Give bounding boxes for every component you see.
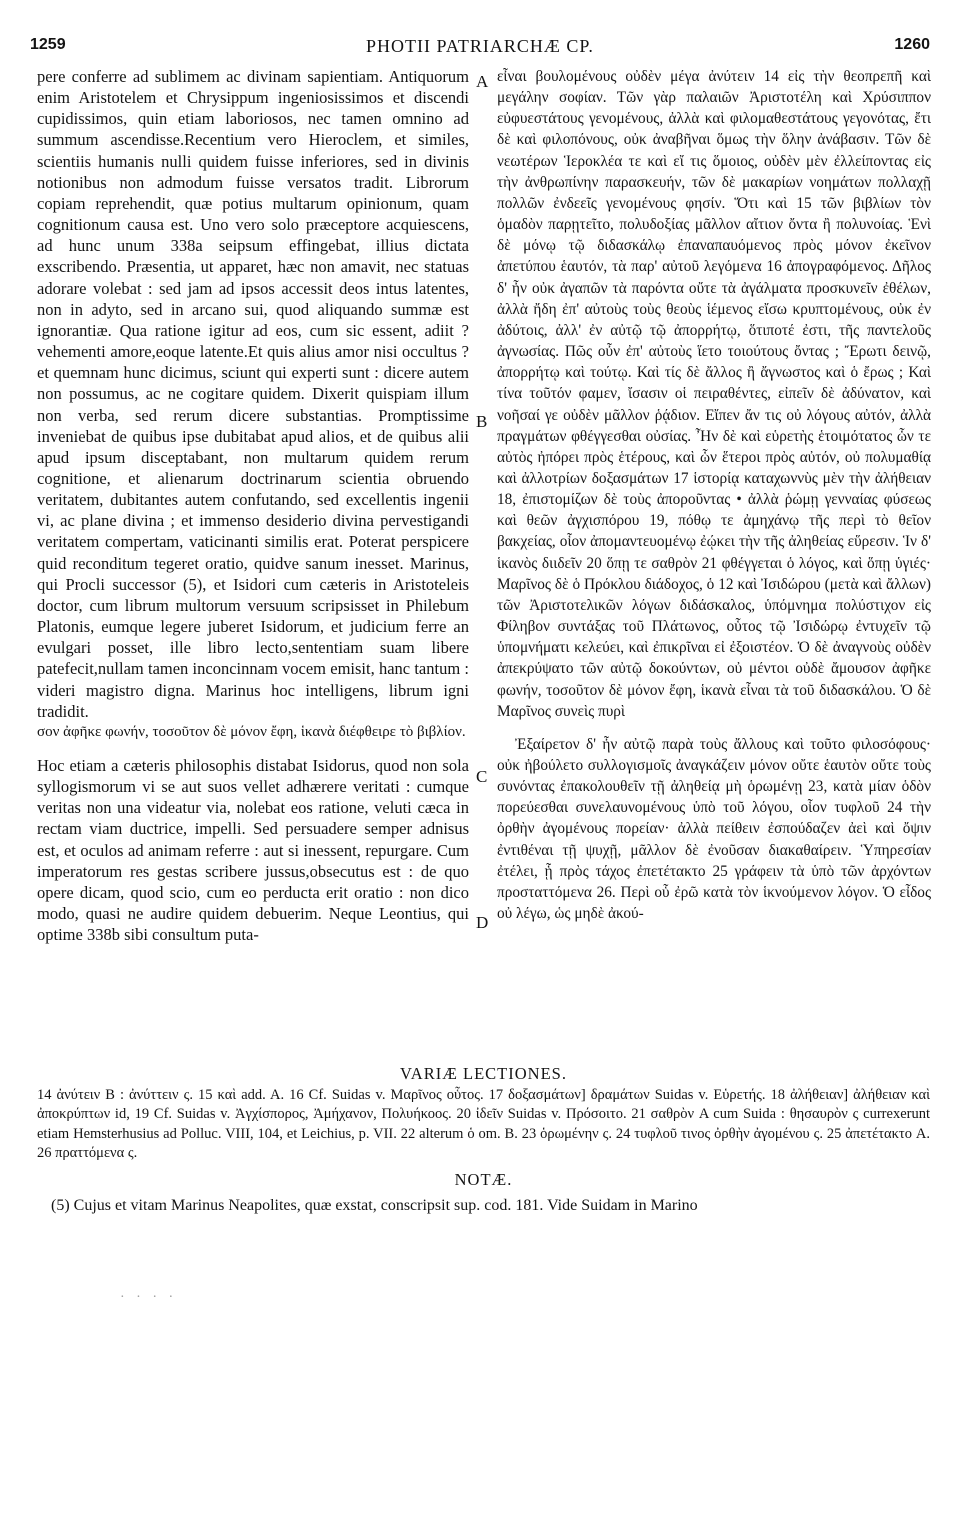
notae-heading: NOTÆ. bbox=[454, 1169, 513, 1189]
latin-paragraph-1: pere conferre ad sublimem ac divinam sapientiam. Antiquorum enim Aristotelem et Chrysippum ingeniosissimos et discendi cupidissimos, quin etiam laboriosos, nec tamen omnino ad summum ascendisse.Recentium vero Hieroclem, et similes, scientiis humanis nulli quidem fuisse inferiores, sed in divinis notionibus non admodum fuisse versatos tradit. Librorum copiam reprehendit, quæ potius multarum opinionum, quam cognitionum causa est. Uno vero solo præceptore acquiescens, ad hunc unum 338a seipsum effingebat, illius dictata exscribendo. Præsentia, ut apparet, hæc non amavit, nec statuas adorare volebat : sed jam ad ipsos accessit deos intus latentes, non in adyto, sed in arcano sui, quod aliquando summæ est ignorantiæ. Qua ratione igitur ad eos, cum sic essent, adiit ? vehementi amore,eoque latente.Et quis alius amor nisi occultus ? et quemnam hunc dicimus, sciunt qui experti sunt : dicere autem non possumus, ac ne cogitare quidem. Dixerit quispiam illum non verba, sed rerum dicere substantias. Promptissime inveniebat de quibus ipse dubitabat apud alios, et de quibus alii apud ipsum disceptabant, non multarum quidem rerum cognitione, et alienarum doctrinarum scientia obruendo veritatem, dubitantes autem confutando, sed excellentis ingenii vi, ac plane divina ; et immenso desiderio divina pervestigandi veritatem compertam, vaticinanti similis erat. Poterat perspicere quid reconditum tegeret oratio, quidve sanum inesset. Marinus, qui Procli successor (5), et Isidori cum cæteris in Aristoteleis doctor, cum librum multorum versuum scripsisset in Philebum Platonis, eumque legere juberet Isidorum, et judicium ferre an evulgari posset, ille libro lecto,sententiam suam libere patefecit,nullam tamen inconcinnam vocem emisit, hanc tantum : videri magistro digna. Marinus hoc intelligens, librum igni tradidit. bbox=[37, 67, 469, 721]
margin-marker-c: C bbox=[476, 767, 488, 786]
running-header bbox=[30, 36, 930, 62]
apparatus bbox=[37, 1062, 930, 1216]
scan-smudge: · · · · bbox=[120, 1290, 178, 1305]
variae-heading: VARIÆ LECTIONES. bbox=[400, 1064, 567, 1083]
margin-marker-a: A bbox=[476, 72, 489, 91]
margin-marker-b: B bbox=[476, 412, 488, 431]
greek-overflow-line: σον ἀφῆκε φωνήν, τοσοῦτον δὲ μόνον ἔφη, ἱκανὰ διέφθειρε τὸ βιβλίον. bbox=[37, 723, 466, 740]
greek-paragraph-1: εἶναι βουλομένους οὐδὲν μέγα ἀνύτειν 14 εἰς τὴν θεοπρεπῆ καὶ μεγάλην σοφίαν. Τῶν γὰρ παλαιῶν Ἀριστοτέλη καὶ Χρύσιππον εὐφυεστάτους γενομένους, ἀλλὰ καὶ φιλομαθεστάτους γεγονότας, ἔτι δὲ καὶ φιλοπόνους, οὐκ ἀναβῆναι ὅμως τὴν ὅλην ἀνάβασιν. Τῶν δὲ νεωτέρων Ἱεροκλέα τε καὶ εἴ τις ὅμοιος, οὐδὲν μὲν ἐλλείποντας εἰς τὴν ἀνθρωπίνην παρασκευήν, τῶν δὲ μακαρίων νοημάτων πολλαχῇ πολλῶν ἐνδεεῖς γενομένους φησίν. Ὅτι καὶ 15 τῶν βιβλίων τὸν ὁμαδὸν παρῃτεῖτο, πολυδοξίας μᾶλλον αἴτιον ὄντα ἢ πολυνοίας. Ἑνὶ δὲ μόνῳ τῷ διδασκάλῳ ἐπαναπαυόμενος πρὸς μόνον ἐκεῖνον ἀπετύπου ἑαυτόν, τὰ παρ' αὐτοῦ λεγόμενα 16 ἀπογραφόμενος. Δῆλος δ' ἦν οὐκ ἀγαπῶν τὰ παρόντα οὔτε τὰ ἀγάλματα προσκυνεῖν ἐθέλων, ἀλλὰ ἤδη ἐπ' αὐτοὺς τοὺς θεοὺς ἱέμενος εἴσω κρυπτομένους, οὐκ ἐν ἀδύτοις, ἀλλ' ἐν αὐτῷ τῷ ἀπορρήτῳ, ὅτιποτέ ἐστι, τῆς παντελοῦς ἀγνωσίας. Πῶς οὖν ἐπ' αὐτοὺς ἵετο τοιούτους ὄντας ; Ἔρωτι δεινῷ, ἀπορρήτῳ καὶ τούτῳ. Καὶ τίς δὲ ἄλλος ἢ ἄγνωστος καὶ ὁ ἔρως ; Καὶ τίνα τοῦτόν φαμεν, ἴσασιν οἱ πειραθέντες, εἰπεῖν δὲ ἀδύνατον, καὶ νοῆσαί γε οὐδὲν μᾶλλον ῥᾴδιον. Εἴπεν ἄν τις οὐ λόγους αὐτόν, ἀλλὰ πραγμάτων φθέγγεσθαι οὐσίας. Ἦν δὲ καὶ εὑρετὴς ἑτοιμότατος ὧν τε αὐτὸς ἠπόρει πρὸς ἑτέρους, καὶ ὧν ἕτεροι πρὸς αὐτόν, οὐ πολυμαθίᾳ καὶ ἀλλοτρίων δοξασμάτων 17 ἱστορίᾳ καταχωννὺς μὲν τὴν ἀλήθειαν 18, ἐπιστομίζων δὲ τοὺς ἀποροῦντας • ἀλλὰ ῥώμῃ γενναίας φύσεως καὶ θεῶν ἀγχισπόρου 19, πόθῳ τε ἀμηχάνῳ τῆς περὶ τὸ θεῖον βακχείας, οἷον ἀπομαντευομένῳ ἐῴκει τὴν τῆς ἀληθείας εὕρεσιν. Ἱν δ' ἱκανὸς διιδεῖν 20 ὅπῃ τε σαθρὸν 21 φθέγγεται ὁ λόγος, καὶ ὅπῃ ὑγιές· Μαρῖνος δὲ ὁ Πρόκλου διάδοχος, ὁ 12 καὶ Ἰσιδώρου (μετὰ καὶ ἄλλων) τῶν Ἀριστοτελικῶν λόγων διδάσκαλος, ὑπόμνημα πολύστιχον εἰς Φίληβον συντάξας τοῦ Πλάτωνος, οὗτος τῷ Ἰσιδώρῳ ἐντυχεῖν τῷ ὑπομνήματι κελεύει, καὶ ἐπικρῖναι εἰ ἐξοιστέον. Ὁ δὲ ἀναγνοὺς οὐδὲν ἀπεκρύψατο τῶν αὐτῷ δοκούντων, οὐ μέντοι οὐδὲ ἄμουσον ἀφῆκε φωνήν, τοσοῦτον δὲ μόνον ἔφη, ἱκανὰ εἶναι τὰ τοῦ διδασκάλου. Ὁ δὲ Μαρῖνος συνεὶς πυρὶ bbox=[497, 68, 931, 720]
variae-text: 14 ἀνύτειν B : ἀνύττειν ς. 15 καὶ add. A. 16 Cf. Suidas v. Μαρῖνος οὗτος. 17 δοξασμάτων] δραμάτων Suidas v. Εὑρετής. 18 ἀλήθειαν] ἀλήθειαν καὶ ἀποκρύπτων id, 19 Cf. Suidas v. Ἀγχίσπορος, Ἀμήχανον, Πολυήκοος. 20 ἰδεῖν Suidas v. Πρόσοιτο. 21 σαθρὸν A cum Suida : θησαυρὸν ς currexerunt etiam Hemsterhusius ad Polluc. VIII, 104, et Leichius, p. VII. 22 alterum ὁ om. B. 23 ὁρωμένην ς. 24 τυφλοῦ τινος ὀρθὴν ἀγομένου ς. 25 ἀπετέτακτο A. 26 πραττόμενα ς. bbox=[37, 1087, 930, 1162]
page-number-left: 1259 bbox=[30, 36, 66, 53]
greek-paragraph-2: Ἐξαίρετον δ' ἦν αὐτῷ παρὰ τοὺς ἄλλους καὶ τοῦτο φιλοσόφους· οὐκ ἠβούλετο συλλογισμοῖς ἀναγκάζειν μόνον οὔτε ἑαυτὸν οὔτε τοὺς συνόντας ἐπακολουθεῖν τῇ ἀληθείᾳ μὴ ὁρωμένῃ 23, κατὰ μίαν ὁδὸν πορεύεσθαι συνελαυνομένους ὑπὸ τοῦ λόγου, οἷον τυφλοῦ 24 τὴν ὀρθὴν ἀγομένους πορείαν· ἀλλὰ πείθειν ἐσπούδαζεν ἀεὶ καὶ ὄψιν ἐντιθέναι τῇ ψυχῇ, μᾶλλον δὲ ἐνοῦσαν διακαθαίρειν. Ὑπηρεσίαν ἐτέλει, ᾗ πρὸς τάχος ἐπετέτακτο 25 γράφειν τὰ ὑπὸ τῶν ἀρχόντων προσταττόμενα 26. Περὶ οὗ ἐρῶ κατὰ τὸν ἱκνούμενον λόγον. Ὁ εἶδος οὐ λέγω, ὡς μηδὲ ἀκού- bbox=[497, 735, 931, 923]
notae-text: (5) Cujus et vitam Marinus Neapolites, quæ exstat, conscripsit sup. cod. 181. Vide Suidam in Marino bbox=[51, 1196, 698, 1214]
page-number-right: 1260 bbox=[894, 36, 930, 53]
latin-column bbox=[37, 66, 469, 945]
margin-marker-d: D bbox=[476, 913, 489, 932]
greek-column bbox=[497, 66, 931, 924]
running-title: PHOTII PATRIARCHÆ CP. bbox=[366, 36, 594, 56]
latin-paragraph-2: Hoc etiam a cæteris philosophis distabat Isidorus, quod non sola syllogismorum vi se aut suos vellet adhærere veritati : cumque veritas non una videatur via, nolebat eos ratione, veluti cæca in rectam viam ductrice, impelli. Sed persuadere semper adnisus est, et oculos ad animam referre : aut si inessent, repurgare. Cum imperatorum res gestas scribere jussus,obsecutus est : de quo opere dicam, quod scio, cum eo perducta erit oratio : non dico modo, quasi ne audire quidem debuerim. Neque Leontius, qui optime 338b sibi consultum puta- bbox=[37, 756, 469, 945]
